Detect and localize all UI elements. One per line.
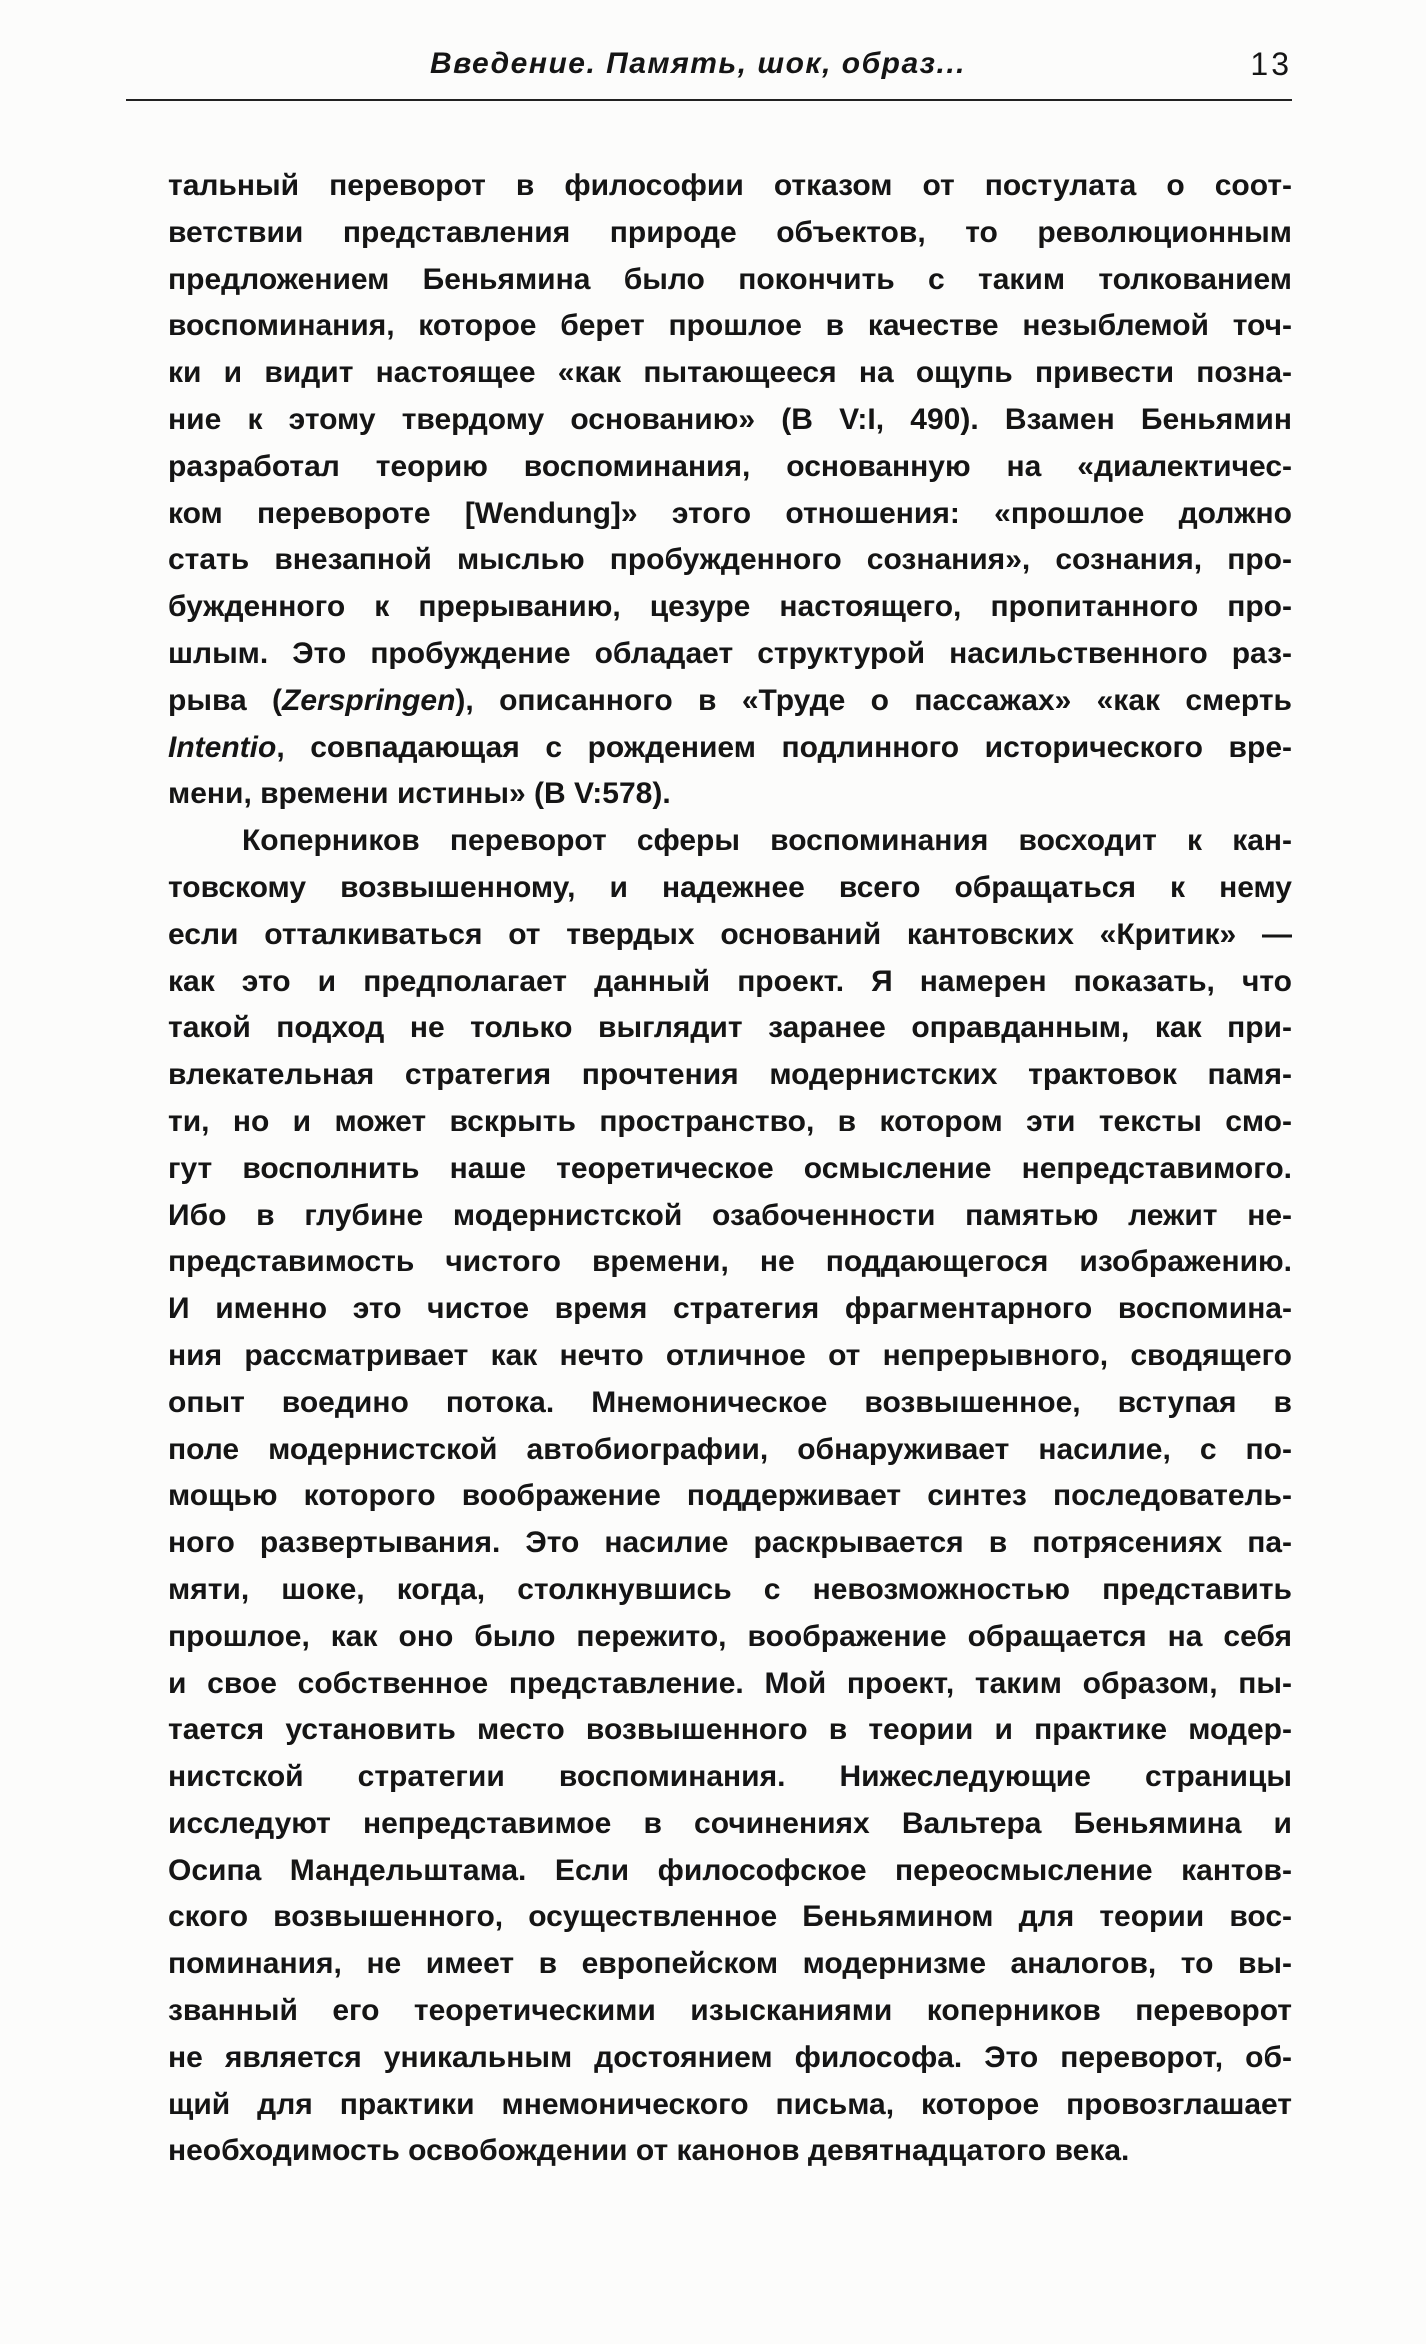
text-line: поле модернистской автобиографии, обнаруживает насилие, с по- [168, 1432, 1292, 1466]
italic-term: Intentio [168, 730, 277, 764]
text-line: гут восполнить наше теоретическое осмысление непредставимого. [168, 1151, 1292, 1185]
text-line: влекательная стратегия прочтения модернистских трактовок памя- [168, 1058, 1292, 1092]
paragraph-1 [168, 163, 1292, 818]
text-segment: , совпадающая с рождением подлинного исторического вре- [276, 730, 1292, 764]
text-line: мяти, шоке, когда, столкнувшись с невозможностью представить [168, 1572, 1292, 1606]
text-line: Осипа Мандельштама. Если философское переосмысление кантов- [168, 1853, 1292, 1887]
text-line: ки и видит настоящее «как пытающееся на ощупь привести позна- [168, 356, 1292, 390]
text-line: шлым. Это пробуждение обладает структурой насильственного раз- [168, 636, 1292, 670]
text-line: мощью которого воображение поддерживает синтез последователь- [168, 1479, 1292, 1513]
text-line: ского возвышенного, осуществленное Беньямином для теории вос- [168, 1900, 1292, 1934]
text-line: нистской стратегии воспоминания. Нижеследующие страницы [168, 1760, 1292, 1794]
text-line: необходимость освобождении от канонов девятнадцатого века. [168, 2134, 1130, 2168]
page-number: 13 [1250, 46, 1292, 82]
text-line: если отталкиваться от твердых оснований кантовских «Критик» — [168, 917, 1292, 951]
body-text [168, 163, 1292, 2175]
text-line: исследуют непредставимое в сочинениях Вальтера Беньямина и [168, 1806, 1292, 1840]
text-line: Коперников переворот сферы воспоминания восходит к кан- [242, 824, 1292, 858]
text-line: Ибо в глубине модернистской озабоченности памятью лежит не- [168, 1198, 1292, 1232]
text-line [168, 678, 1292, 725]
running-title: Введение. Память, шок, образ... [430, 47, 966, 80]
text-line: предложением Беньямина было покончить с таким толкованием [168, 262, 1292, 296]
text-line: как это и предполагает данный проект. Я намерен показать, что [168, 964, 1292, 998]
text-line: не является уникальным достоянием философа. Это переворот, об- [168, 2040, 1292, 2074]
text-line: ния рассматривает как нечто отличное от непрерывного, сводящего [168, 1338, 1292, 1372]
italic-term: Zerspringen [282, 683, 456, 717]
text-line: воспоминания, которое берет прошлое в качестве незыблемой точ- [168, 309, 1292, 343]
text-line: званный его теоретическими изысканиями коперников переворот [168, 1994, 1292, 2028]
text-line: мени, времени истины» (B V:578). [168, 777, 671, 811]
text-line [168, 725, 1292, 772]
text-line: стать внезапной мыслью пробужденного сознания», сознания, про- [168, 543, 1292, 577]
text-line: ного развертывания. Это насилие раскрывается в потрясениях па- [168, 1526, 1292, 1560]
text-line: бужденного к прерыванию, цезуре настоящего, пропитанного про- [168, 590, 1292, 624]
text-segment: рыва ( [168, 683, 283, 717]
text-line: тается установить место возвышенного в теории и практике модер- [168, 1713, 1292, 1747]
text-line: поминания, не имеет в европейском модернизме аналогов, то вы- [168, 1947, 1292, 1981]
text-line: ние к этому твердому основанию» (B V:I, 490). Взамен Беньямин [168, 402, 1292, 436]
text-line: товскому возвышенному, и надежнее всего обращаться к нему [168, 870, 1292, 904]
text-line: опыт воедино потока. Мнемоническое возвышенное, вступая в [168, 1385, 1292, 1419]
paragraph-2 [168, 818, 1292, 2175]
text-line: тальный переворот в философии отказом от постулата о соот- [168, 169, 1292, 202]
text-line: ветствии представления природе объектов, то революционным [168, 215, 1292, 249]
text-line: И именно это чистое время стратегия фрагментарного воспомина- [168, 1292, 1292, 1326]
text-line: прошлое, как оно было пережито, воображение обращается на себя [168, 1619, 1292, 1653]
text-line: ком перевороте [Wendung]» этого отношения: «прошлое должно [168, 496, 1292, 530]
header-rule [126, 99, 1292, 101]
text-line: щий для практики мнемонического письма, которое провозглашает [168, 2087, 1292, 2121]
text-segment: ), описанного в «Труде о пассажах» «как смерть [455, 683, 1292, 717]
text-line: представимость чистого времени, не поддающегося изображению. [168, 1245, 1292, 1279]
text-line: и свое собственное представление. Мой проект, таким образом, пы- [168, 1666, 1292, 1700]
text-line: разработал теорию воспоминания, основанную на «диалектичес- [168, 449, 1292, 483]
text-line: такой подход не только выглядит заранее оправданным, как при- [168, 1011, 1292, 1045]
text-line: ти, но и может вскрыть пространство, в котором эти тексты смо- [168, 1104, 1292, 1138]
